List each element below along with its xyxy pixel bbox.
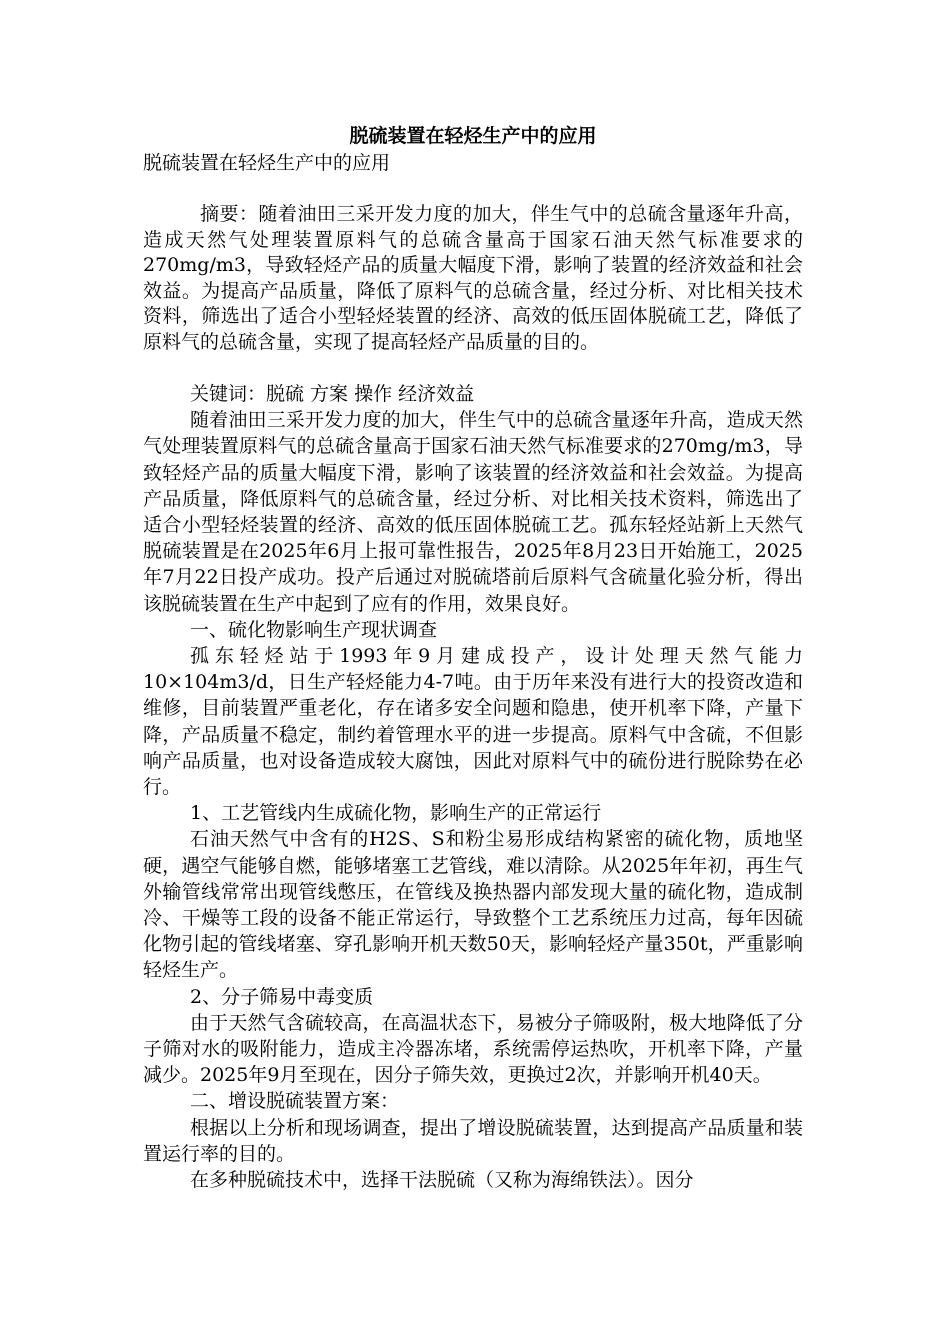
section-heading-1: 一、硫化物影响生产现状调查 bbox=[190, 618, 438, 641]
section-paragraph-2b: 在多种脱硫技术中，选择干法脱硫（又称为海绵铁法）。因分 bbox=[190, 1169, 694, 1192]
document-subtitle: 脱硫装置在轻烃生产中的应用 bbox=[143, 152, 391, 174]
subsection-paragraph-1: 石油天然气中含有的H2S、S和粉尘易形成结构紧密的硫化物，质地坚硬，遇空气能够自燃，能够堵塞工艺管线，难以清除。从2025年年初，再生气外输管线常常出现管线憋压，在管线及换热器内部发现大量的硫化物，造成制冷、干燥等工段的设备不能正常运行，导致整个工艺系统压力过高，每年因硫化物引起的管线堵塞、穿孔影响开机天数50天，影响轻烃产量350t，严重影响轻烃生产。 bbox=[143, 828, 803, 982]
subsection-heading-2: 2、分子筛易中毒变质 bbox=[190, 985, 374, 1008]
section-paragraph-2: 根据以上分析和现场调查，提出了增设脱硫装置，达到提高产品质量和装置运行率的目的。 bbox=[143, 1116, 803, 1165]
section-heading-2: 二、增设脱硫装置方案： bbox=[190, 1090, 400, 1113]
subsection-paragraph-2: 由于天然气含硫较高，在高温状态下，易被分子筛吸附，极大地降低了分子筛对水的吸附能力，造成主冷器冻堵，系统需停运热吹，开机率下降，产量减少。2025年9月至现在，因分子筛失效，更换过2次，并影响开机40天。 bbox=[143, 1011, 803, 1087]
abstract-paragraph: 摘要：随着油田三采开发力度的加大，伴生气中的总硫含量逐年升高，造成天然气处理装置原料气的总硫含量高于国家石油天然气标准要求的270mg/m3，导致轻烃产品的质量大幅度下滑，影响了装置的经济效益和社会效益。为提高产品质量，降低了原料气的总硫含量，经过分析、对比相关技术资料，筛选出了适合小型轻烃装置的经济、高效的低压固体脱硫工艺，降低了原料气的总硫含量，实现了提高轻烃产品质量的目的。 bbox=[143, 203, 803, 353]
subsection-heading-1: 1、工艺管线内生成硫化物，影响生产的正常运行 bbox=[190, 802, 602, 825]
section-paragraph-1: 孤东轻烃站于1993年9月建成投产，设计处理天然气能力10×104m3/d，日生产轻烃能力4-7吨。由于历年来没有进行大的投资改造和维修，目前装置严重老化，存在诸多安全问题和隐患，使开机率下降，产量下降，产品质量不稳定，制约着管理水平的进一步提高。原料气中含硫，不但影响产品质量，也对设备造成较大腐蚀，因此对原料气中的硫份进行脱除势在必行。 bbox=[143, 645, 803, 799]
document-page bbox=[143, 122, 803, 1193]
intro-paragraph: 随着油田三采开发力度的加大，伴生气中的总硫含量逐年升高，造成天然气处理装置原料气的总硫含量高于国家石油天然气标准要求的270mg/m3，导致轻烃产品的质量大幅度下滑，影响了该装置的经济效益和社会效益。为提高产品质量，降低原料气的总硫含量，经过分析、对比相关技术资料，筛选出了适合小型轻烃装置的经济、高效的低压固体脱硫工艺。孤东轻烃站新上天然气脱硫装置是在2025年6月上报可靠性报告，2025年8月23日开始施工，2025年7月22日投产成功。投产后通过对脱硫塔前后原料气含硫量化验分析，得出该脱硫装置在生产中起到了应有的作用，效果良好。 bbox=[143, 409, 803, 615]
keywords-line: 关键词：脱硫 方案 操作 经济效益 bbox=[190, 383, 475, 405]
document-title: 脱硫装置在轻烃生产中的应用 bbox=[349, 125, 597, 147]
